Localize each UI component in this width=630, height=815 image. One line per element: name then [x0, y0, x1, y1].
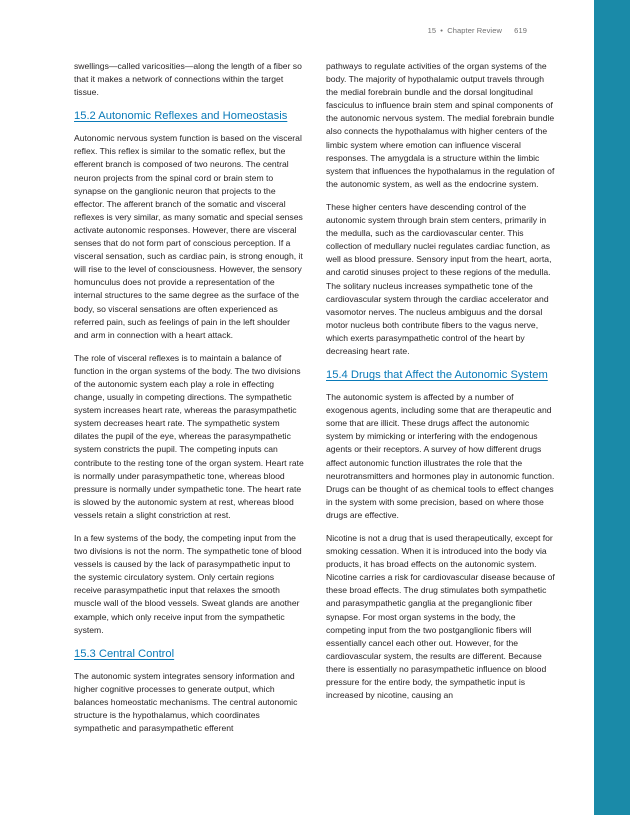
- paragraph-hypothalamic-output: pathways to regulate activities of the organ systems of the body. The majority of hypothalamic output travels through the medial forebrain bundle and the dorsal longitudinal fasciculus to influence brain stem and spinal components of the autonomic nervous system. The medial forebrain bundle also connects the hypothalamus with higher centers of the limbic system where emotion can influence visceral responses. The amygdala is a structure within the limbic system that influences the hypothalamus in the regulation of the autonomic system, as well as the endocrine system.: [326, 61, 555, 189]
- left-column: [74, 60, 304, 745]
- paragraph-competing-input: In a few systems of the body, the competing input from the two divisions is not the norm. The sympathetic tone of blood vessels is caused by the lack of parasympathetic input to the systemic circulatory system. Only certain regions receive parasympathetic input that relaxes the smooth muscle wall of the blood vessels. Sweat glands are another example, which only receive input from the sympathetic system.: [74, 533, 302, 635]
- paragraph-varicosities: swellings—called varicosities—along the length of a fiber so that it makes a network of connections within the target tissue.: [74, 61, 302, 98]
- chapter-color-bar: [594, 0, 630, 815]
- running-header: [428, 26, 527, 35]
- page-number: 619: [514, 26, 527, 35]
- right-column: [326, 60, 556, 712]
- paragraph-visceral-reflex: Autonomic nervous system function is based on the visceral reflex. This reflex is similar to the somatic reflex, but the efferent branch is composed of two neurons. The central neuron projects from the spinal cord or brain stem to synapse on the ganglionic neuron that projects to the effector. The afferent branch of the somatic and visceral reflexes is very similar, as many somatic and special senses activate autonomic responses. However, there are visceral senses that do not form part of conscious perception. If a visceral sensation, such as cardiac pain, is strong enough, it will rise to the level of consciousness. However, the sensory homunculus does not provide a representation of the internal structures to the same degree as the surface of the body, so visceral sensations are often experienced as referred pain, such as feelings of pain in the left shoulder and arm in connection with a heart attack.: [74, 133, 303, 340]
- chapter-label: Chapter Review: [447, 26, 502, 35]
- paragraph-visceral-reflex-role: The role of visceral reflexes is to maintain a balance of function in the organ systems of the body. The two divisions of the autonomic system each play a role in effecting change, usually in competing directions. The sympathetic system increases heart rate, whereas the parasympathetic system decreases heart rate. The sympathetic system dilates the pupil of the eye, whereas the parasympathetic system constricts the pupil. The competing inputs can contribute to the resting tone of the organ system. Heart rate is normally under parasympathetic tone, whereas blood pressure is normally under sympathetic tone. The heart rate is slowed by the autonomic system at rest, whereas blood vessels retain a slight constriction at rest.: [74, 352, 304, 520]
- section-heading-15-3[interactable]: 15.3 Central Control: [74, 647, 175, 660]
- section-heading-15-4[interactable]: 15.4 Drugs that Affect the Autonomic System: [326, 369, 548, 382]
- section-heading-15-2[interactable]: 15.2 Autonomic Reflexes and Homeostasis: [74, 110, 288, 123]
- chapter-number: 15: [427, 26, 437, 35]
- paragraph-exogenous-agents: The autonomic system is affected by a number of exogenous agents, including some that are therapeutic and some that are illicit. These drugs affect the autonomic system by mimicking or interfering with the endogenous agents or their receptors. A survey of how different drugs affect autonomic function illustrates the role that the neurotransmitters and hormones play in autonomic function. Drugs can be thought of as chemical tools to effect changes in the system with some precision, based on where those drugs are effective.: [326, 392, 555, 520]
- paragraph-higher-centers: These higher centers have descending control of the autonomic system through brain stem centers, primarily in the medulla, such as the cardiovascular center. This collection of medullary nuclei regulates cardiac function, as well as blood pressure. Sensory input from the heart, aorta, and carotid sinuses project to these regions of the medulla. The solitary nucleus increases sympathetic tone of the cardiovascular system through the cardiac accelerator and vasomotor nerves. The nucleus ambiguus and the dorsal motor nucleus both contribute fibers to the vagus nerve, which exerts parasympathetic control of the heart by decreasing heart rate.: [326, 201, 552, 356]
- paragraph-central-control: The autonomic system integrates sensory information and higher cognitive processes to generate output, which balances homeostatic mechanisms. The central autonomic structure is the hypothalamus, which coordinates sympathetic and parasympathetic efferent: [74, 670, 298, 734]
- paragraph-nicotine: Nicotine is not a drug that is used therapeutically, except for smoking cessation. When it is introduced into the body via products, it has broad effects on the autonomic system. Nicotine carries a risk for cardiovascular disease because of these broad effects. The drug stimulates both sympathetic and parasympathetic ganglia at the preganglionic fiber synapse. For most organ systems in the body, the competing input from the two postganglionic fibers will essentially cancel each other out. However, for the cardiovascular system, the results are different. Because there is essentially no parasympathetic influence on blood pressure for the entire body, the sympathetic input is increased by nicotine, causing an: [326, 533, 555, 701]
- header-bullet: •: [440, 26, 444, 35]
